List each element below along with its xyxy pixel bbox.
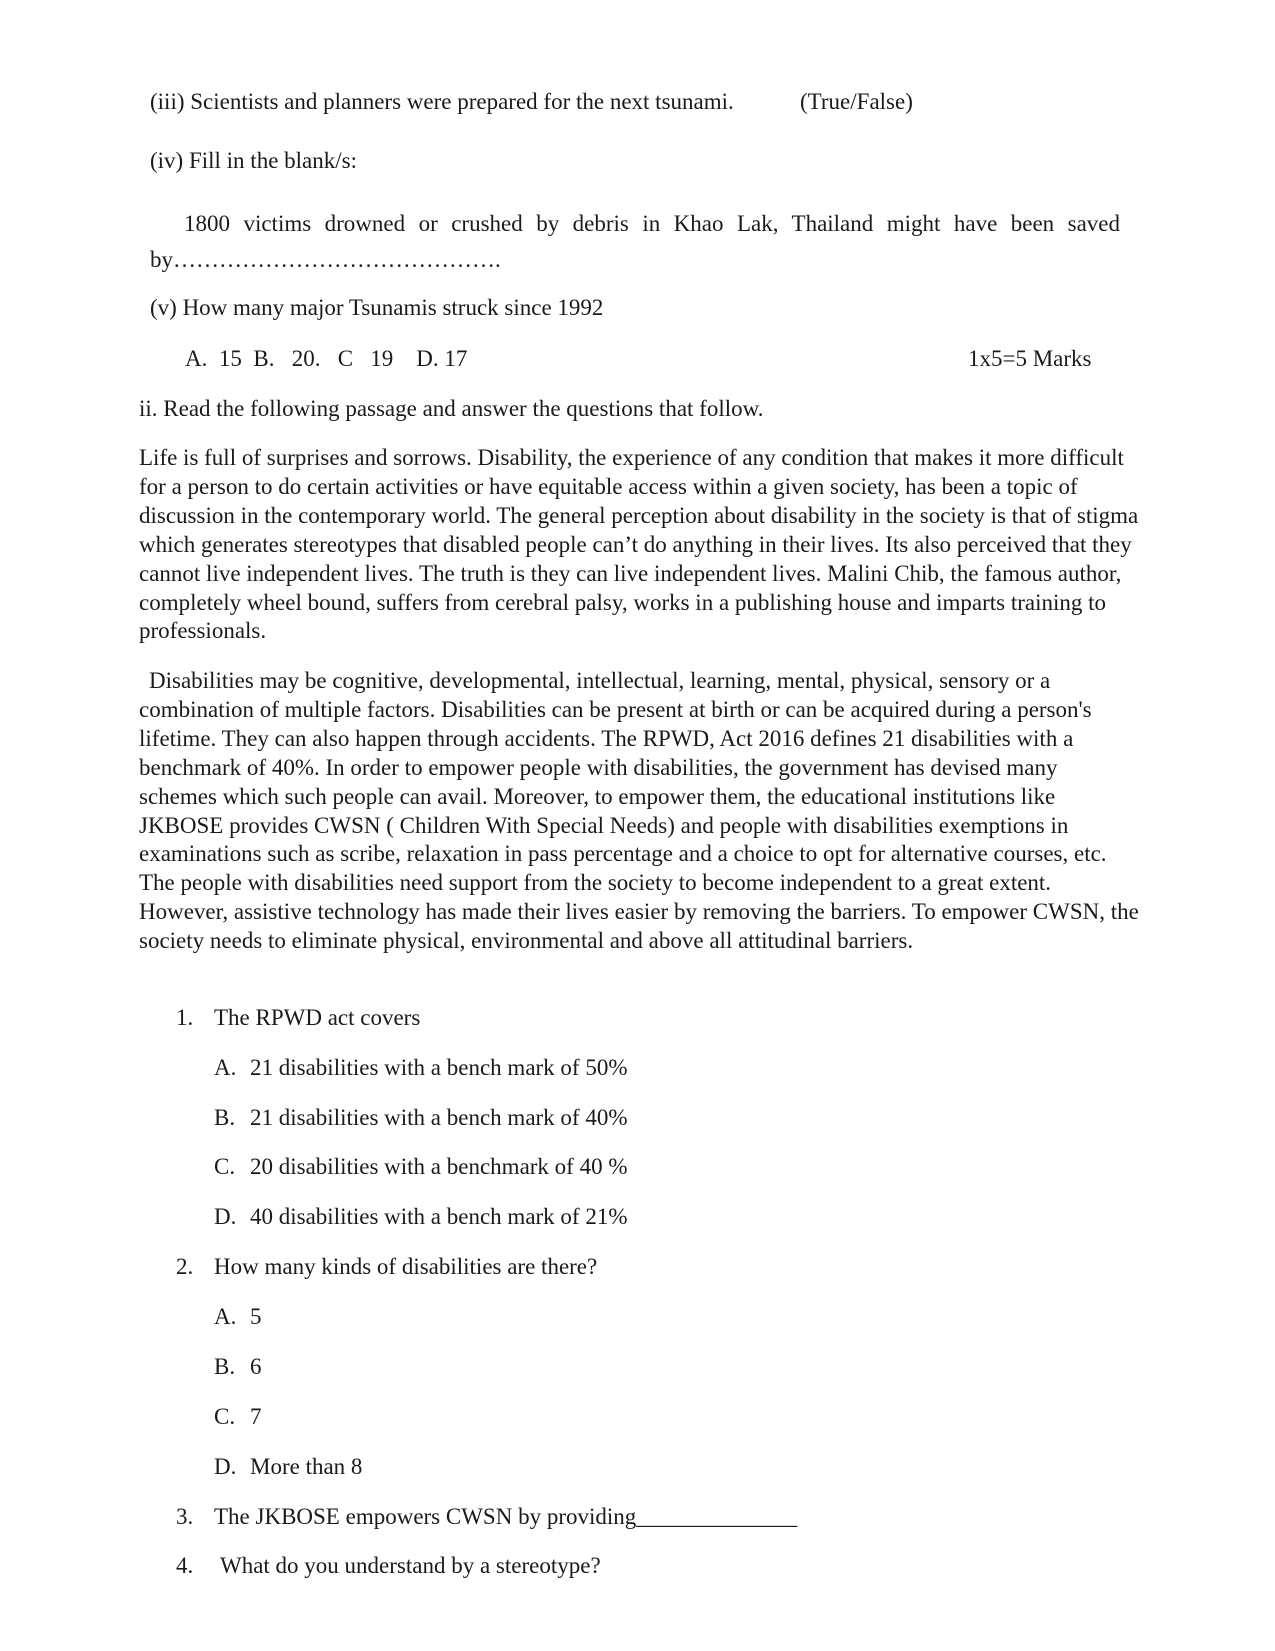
option-letter: D. (214, 1454, 237, 1479)
option-letter: A. (214, 1055, 237, 1080)
question-iii (150, 90, 734, 113)
option-letter: B. (214, 1354, 236, 1379)
option-letter: C. (214, 1154, 236, 1179)
option-text: 21 disabilities with a bench mark of 40% (250, 1105, 628, 1130)
passage-paragraph-2-text: Disabilities may be cognitive, developmental, intellectual, learning, mental, physical, sensory or a combination of multiple factors. Disabilities can be present at birth or can be acquired during a person's lifetime. They can also happen through accidents. The RPWD, Act 2016 defines 21 disabilities with a benchmark of 40%. In order to empower people with disabilities, the government has devised many schemes which such people can avail. Moreover, to empower them, the educational institutions like JKBOSE provides CWSN ( Children With Special Needs) and people with disabilities exemptions in examinations such as scribe, relaxation in pass percentage and a choice to opt for alternative courses, etc. The people with disabilities need support from the society to become independent to a great extent. However, assistive technology has made their lives easier by removing the barriers. To empower CWSN, the society needs to eliminate physical, environmental and above all attitudinal barriers. (139, 668, 1139, 954)
option-text: 7 (250, 1404, 262, 1429)
option-text: 40 disabilities with a bench mark of 21% (250, 1204, 628, 1229)
passage-paragraph-1: Life is full of surprises and sorrows. Disability, the experience of any condition that makes it more difficult for a person to do certain activities or have equitable access within a given society, has been a topic of discussion in the contemporary world. The general perception about disability in the society is that of stigma which generates stereotypes that disabled people can’t do anything in their lives. Its also perceived that they cannot live independent lives. The truth is they can live independent lives. Malini Chib, the famous author, completely wheel bound, suffers from cerebral palsy, works in a publishing house and imparts training to professionals. (139, 445, 1139, 644)
question-3-number: 3. (176, 1504, 194, 1529)
question-iv-sentence (150, 206, 1120, 278)
option-letter: C. (214, 1404, 236, 1429)
question-2-number: 2. (176, 1254, 194, 1279)
section-heading: ii. Read the following passage and answer the questions that follow. (139, 396, 764, 421)
option-text: 5 (250, 1304, 262, 1329)
question-iii-answer-type: (True/False) (800, 89, 913, 114)
option-letter: A. (214, 1304, 237, 1329)
option-text: 21 disabilities with a bench mark of 50% (250, 1055, 628, 1080)
question-iii-text: (iii) Scientists and planners were prepared for the next tsunami. (150, 89, 734, 114)
option-letter: D. (214, 1204, 237, 1229)
question-1-number: 1. (176, 1005, 194, 1030)
option-text: 20 disabilities with a benchmark of 40 % (250, 1154, 628, 1179)
passage-paragraph-2 (139, 667, 1139, 956)
question-v-options: A. 15 B. 20. C 19 D. 17 (185, 346, 468, 371)
question-2-text: How many kinds of disabilities are there? (214, 1254, 598, 1279)
question-iv: (iv) Fill in the blank/s: (150, 148, 357, 173)
question-1-text: The RPWD act covers (214, 1005, 421, 1030)
question-4-number: 4. (176, 1553, 194, 1578)
question-v: (v) How many major Tsunamis struck since 1992 (150, 295, 604, 320)
option-text: More than 8 (250, 1454, 363, 1479)
question-4-text: What do you understand by a stereotype? (220, 1553, 601, 1578)
question-3-text: The JKBOSE empowers CWSN by providing______________ (214, 1504, 798, 1529)
option-letter: B. (214, 1105, 236, 1130)
question-iv-sentence-text: 1800 victims drowned or crushed by debris in Khao Lak, Thailand might have been saved by……………………………………. (150, 211, 1120, 272)
marks-label: 1x5=5 Marks (968, 346, 1092, 371)
option-text: 6 (250, 1354, 262, 1379)
